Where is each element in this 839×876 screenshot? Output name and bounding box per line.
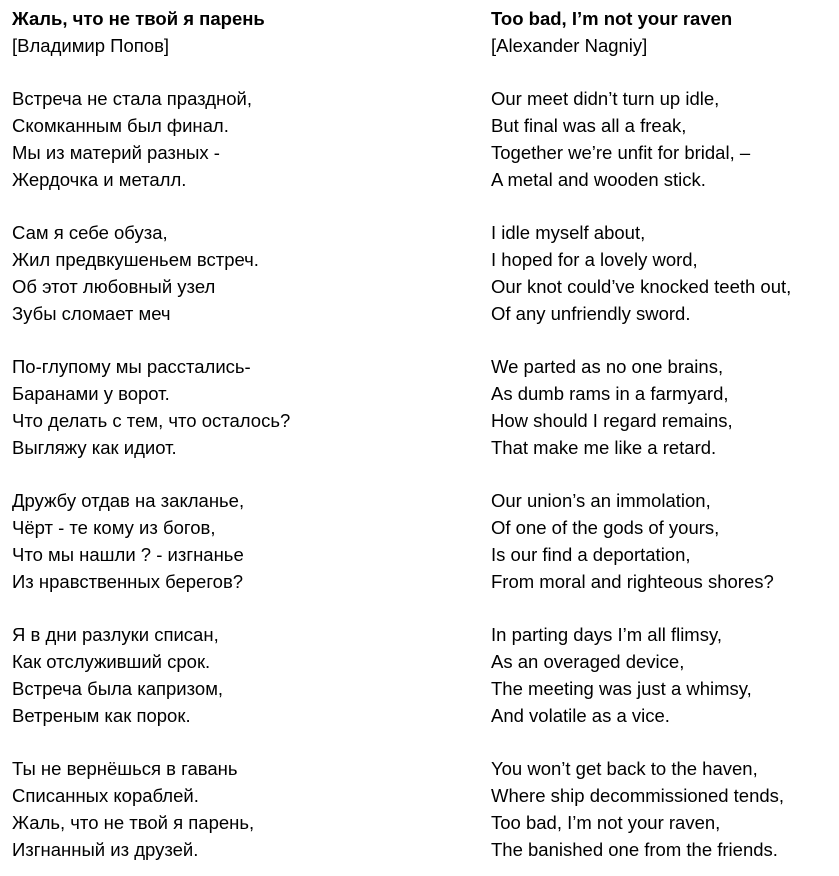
stanza-gap <box>12 730 452 757</box>
verse-line: Together we’re unfit for bridal, – <box>491 141 751 163</box>
verse-line: As dumb rams in a farmyard, <box>491 383 729 405</box>
russian-stanza-3 <box>12 354 452 461</box>
stanza-gap <box>491 462 836 489</box>
verse-line: Жердочка и металл. <box>12 168 187 190</box>
russian-stanza-6 <box>12 756 452 863</box>
russian-stanza-5 <box>12 622 452 729</box>
verse-line: Is our find a deportation, <box>491 543 691 565</box>
stanza-gap <box>491 596 836 623</box>
verse-line: The meeting was just a whimsy, <box>491 677 752 699</box>
verse-line: Сам я себе обуза, <box>12 222 168 244</box>
verse-line: Our knot could’ve knocked teeth out, <box>491 275 792 297</box>
verse-line: How should I regard remains, <box>491 409 733 431</box>
english-poem-author: [Alexander Nagniy] <box>491 34 648 56</box>
russian-stanza-4 <box>12 488 452 595</box>
verse-line: Из нравственных берегов? <box>12 570 244 592</box>
english-stanza-2 <box>491 220 836 327</box>
english-poem-column <box>491 6 836 864</box>
verse-line: Я в дни разлуки списан, <box>12 624 219 646</box>
russian-poem-title: Жаль, что не твой я парень <box>12 8 265 29</box>
verse-line: Встреча была капризом, <box>12 677 224 699</box>
verse-line: Ветреным как порок. <box>12 704 191 726</box>
verse-line: And volatile as a vice. <box>491 704 670 726</box>
english-stanza-3 <box>491 354 836 461</box>
russian-poem-column <box>12 6 452 864</box>
verse-line: As an overaged device, <box>491 651 685 673</box>
verse-line: Выгляжу как идиот. <box>12 436 177 458</box>
verse-line: I idle myself about, <box>491 222 646 244</box>
stanza-gap <box>12 60 452 87</box>
verse-line: Ты не вернёшься в гавань <box>12 758 238 780</box>
english-stanza-1 <box>491 86 836 193</box>
verse-line: Жаль, что не твой я парень, <box>12 811 255 833</box>
verse-line: Об этот любовный узел <box>12 275 216 297</box>
verse-line: По-глупому мы расстались- <box>12 356 251 378</box>
verse-line: I hoped for a lovely word, <box>491 249 698 271</box>
english-stanza-5 <box>491 622 836 729</box>
verse-line: But final was all a freak, <box>491 115 687 137</box>
russian-stanza-2 <box>12 220 452 327</box>
english-poem-title: Too bad, I’m not your raven <box>491 8 733 29</box>
verse-line: Изгнанный из друзей. <box>12 838 199 860</box>
verse-line: A metal and wooden stick. <box>491 168 706 190</box>
russian-poem-author: [Владимир Попов] <box>12 34 170 56</box>
stanza-gap <box>12 194 452 221</box>
verse-line: In parting days I’m all flimsy, <box>491 624 722 646</box>
stanza-gap <box>12 328 452 355</box>
english-stanza-6 <box>491 756 836 863</box>
verse-line: You won’t get back to the haven, <box>491 758 758 780</box>
verse-line: Баранами у ворот. <box>12 383 170 405</box>
verse-line: Списанных кораблей. <box>12 785 199 807</box>
stanza-gap <box>491 328 836 355</box>
stanza-gap <box>12 596 452 623</box>
verse-line: We parted as no one brains, <box>491 356 724 378</box>
verse-line: Too bad, I’m not your raven, <box>491 811 721 833</box>
verse-line: Что делать с тем, что осталось? <box>12 409 291 431</box>
verse-line: Чёрт - те кому из богов, <box>12 517 216 539</box>
verse-line: Что мы нашли ? - изгнанье <box>12 543 244 565</box>
verse-line: Как отслуживший срок. <box>12 651 211 673</box>
stanza-gap <box>491 194 836 221</box>
verse-line: That make me like a retard. <box>491 436 717 458</box>
verse-line: Дружбу отдав на закланье, <box>12 490 245 512</box>
verse-line: From moral and righteous shores? <box>491 570 774 592</box>
verse-line: Зубы сломает меч <box>12 302 171 324</box>
verse-line: Of any unfriendly sword. <box>491 302 691 324</box>
verse-line: The banished one from the friends. <box>491 838 778 860</box>
english-stanza-4 <box>491 488 836 595</box>
russian-stanza-1 <box>12 86 452 193</box>
verse-line: Встреча не стала праздной, <box>12 88 253 110</box>
stanza-gap <box>491 60 836 87</box>
verse-line: Of one of the gods of yours, <box>491 517 720 539</box>
verse-line: Скомканным был финал. <box>12 115 229 137</box>
verse-line: Мы из материй разных - <box>12 141 220 163</box>
verse-line: Our meet didn’t turn up idle, <box>491 88 720 110</box>
verse-line: Our union’s an immolation, <box>491 490 711 512</box>
stanza-gap <box>491 730 836 757</box>
verse-line: Жил предвкушеньем встреч. <box>12 249 259 271</box>
stanza-gap <box>12 462 452 489</box>
verse-line: Where ship decommissioned tends, <box>491 785 785 807</box>
